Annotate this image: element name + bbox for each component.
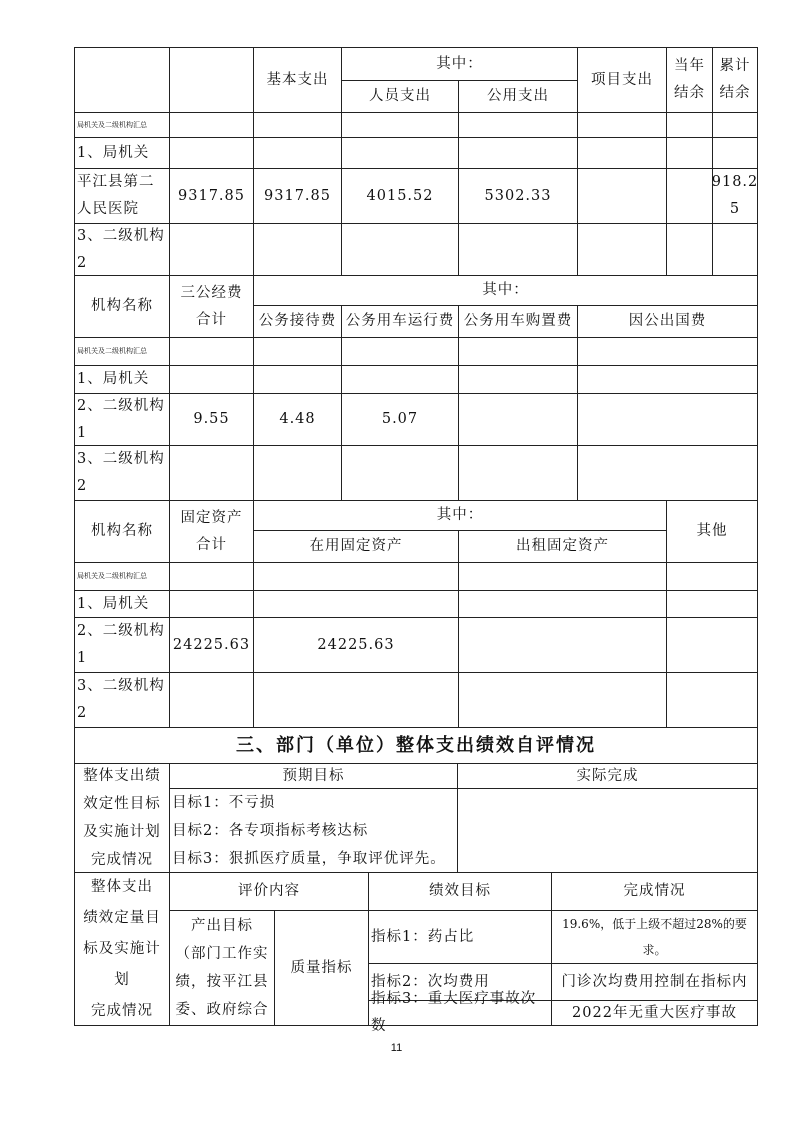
page-number: 11 <box>390 1042 403 1054</box>
row-label: 1、局机关 <box>74 137 170 169</box>
value-cell <box>458 337 578 366</box>
header-cell <box>74 47 170 113</box>
value-cell <box>253 223 342 276</box>
header-among: 其中： <box>253 500 667 531</box>
value-cell <box>712 112 758 138</box>
indicator-target: 指标1：药占比 <box>368 910 552 964</box>
value-cell <box>666 112 713 138</box>
goals-text: 目标1：不亏损 目标2：各专项指标考核达标 目标3：狠抓医疗质量，争取评优评先。 <box>169 788 458 873</box>
value-cell <box>458 617 667 673</box>
header-among: 其中： <box>253 275 758 306</box>
value-cell <box>169 223 254 276</box>
header-personnel: 人员支出 <box>341 80 459 113</box>
value-cell <box>253 337 342 366</box>
header-car-run: 公务用车运行费 <box>341 305 459 338</box>
value-cell <box>253 365 342 394</box>
header-actual: 实际完成 <box>457 763 758 789</box>
qualitative-label: 整体支出绩 效定性目标 及实施计划 完成情况 <box>74 763 170 873</box>
value-cell <box>712 137 758 169</box>
value-cell <box>253 562 459 591</box>
value-cell <box>577 137 667 169</box>
header-cumulative-balance: 累计 结余 <box>712 47 758 113</box>
row-label: 3、二级机构 2 <box>74 445 170 501</box>
row-label: 1、局机关 <box>74 590 170 618</box>
value-cell <box>341 337 459 366</box>
value-cell <box>169 445 254 501</box>
header-target: 绩效目标 <box>368 872 552 911</box>
header-reception: 公务接待费 <box>253 305 342 338</box>
value-cell <box>577 365 758 394</box>
row-label: 2、二级机构 1 <box>74 393 170 446</box>
value-cell <box>341 137 459 169</box>
value-cell <box>577 223 667 276</box>
quantitative-label: 整体支出 绩效定量目 标及实施计 划 完成情况 <box>74 872 170 1026</box>
header-public: 公用支出 <box>458 80 578 113</box>
row-label: 局机关及二级机构汇总 <box>74 112 170 138</box>
indicator-target: 指标3：重大医疗事故次数 <box>368 1000 552 1026</box>
header-project: 项目支出 <box>577 47 667 113</box>
value-cell <box>341 445 459 501</box>
quality-indicator: 质量指标 <box>274 910 369 1026</box>
value-cell <box>169 562 254 591</box>
value-cell <box>458 112 578 138</box>
value-cell <box>169 365 254 394</box>
value-cell <box>458 445 578 501</box>
header-total: 固定资产 合计 <box>169 500 254 563</box>
value-cell <box>666 168 713 224</box>
header-in-use: 在用固定资产 <box>253 530 459 563</box>
header-done: 完成情况 <box>551 872 758 911</box>
value-cell <box>458 365 578 394</box>
value-cell: 24225.63 <box>169 617 254 673</box>
value-cell <box>712 223 758 276</box>
row-label: 2、二级机构 1 <box>74 617 170 673</box>
value-cell <box>458 223 578 276</box>
value-cell: 24225.63 <box>253 617 459 673</box>
header-total: 三公经费 合计 <box>169 275 254 338</box>
indicator-done: 19.6%，低于上级不超过28%的要 求。 <box>551 910 758 964</box>
value-cell <box>253 590 459 618</box>
value-cell <box>458 393 578 446</box>
header-expected: 预期目标 <box>169 763 458 789</box>
row-label: 3、二级机构 2 <box>74 223 170 276</box>
value-cell: 5.07 <box>341 393 459 446</box>
value-cell: 9317.85 <box>169 168 254 224</box>
row-label: 1、局机关 <box>74 365 170 394</box>
header-cell <box>169 47 254 113</box>
header-among: 其中： <box>341 47 578 81</box>
value-cell: 4.48 <box>253 393 342 446</box>
row-label: 局机关及二级机构汇总 <box>74 562 170 591</box>
value-cell <box>169 137 254 169</box>
value-cell <box>577 112 667 138</box>
header-content: 评价内容 <box>169 872 369 911</box>
indicator-done: 门诊次均费用控制在指标内 <box>551 963 758 1001</box>
header-current-balance: 当年 结余 <box>666 47 713 113</box>
value-cell: 4015.52 <box>341 168 459 224</box>
value-cell <box>169 590 254 618</box>
value-cell <box>577 393 758 446</box>
value-cell <box>169 672 254 728</box>
value-cell <box>253 672 459 728</box>
value-cell <box>666 617 758 673</box>
value-cell: 9317.85 <box>253 168 342 224</box>
value-cell <box>341 112 459 138</box>
header-rented: 出租固定资产 <box>458 530 667 563</box>
row-label: 3、二级机构 2 <box>74 672 170 728</box>
header-abroad: 因公出国费 <box>577 305 758 338</box>
value-cell: 918.2 5 <box>712 168 758 224</box>
value-cell <box>341 223 459 276</box>
value-cell <box>666 137 713 169</box>
value-cell <box>577 445 758 501</box>
actual-value <box>457 788 758 873</box>
indicator-done: 2022年无重大医疗事故 <box>551 1000 758 1026</box>
value-cell <box>253 137 342 169</box>
indicator-target: 指标2：次均费用 <box>368 963 552 1001</box>
value-cell <box>458 562 667 591</box>
value-cell <box>458 137 578 169</box>
value-cell <box>666 562 758 591</box>
value-cell <box>458 590 667 618</box>
value-cell <box>577 337 758 366</box>
value-cell <box>169 337 254 366</box>
value-cell <box>341 365 459 394</box>
value-cell <box>666 223 713 276</box>
header-other: 其他 <box>666 500 758 563</box>
row-label: 局机关及二级机构汇总 <box>74 337 170 366</box>
value-cell <box>666 590 758 618</box>
value-cell <box>666 672 758 728</box>
header-car-buy: 公务用车购置费 <box>458 305 578 338</box>
value-cell <box>577 168 667 224</box>
value-cell <box>169 112 254 138</box>
row-label: 平江县第二 人民医院 <box>74 168 170 224</box>
value-cell <box>253 112 342 138</box>
output-goal: 产出目标 （部门工作实 绩，按平江县 委、政府综合 <box>169 910 275 1026</box>
header-name: 机构名称 <box>74 275 170 338</box>
value-cell: 5302.33 <box>458 168 578 224</box>
header-name: 机构名称 <box>74 500 170 563</box>
value-cell: 9.55 <box>169 393 254 446</box>
section-title: 三、部门（单位）整体支出绩效自评情况 <box>74 727 758 764</box>
value-cell <box>253 445 342 501</box>
header-basic-expense: 基本支出 <box>253 47 342 113</box>
value-cell <box>458 672 667 728</box>
